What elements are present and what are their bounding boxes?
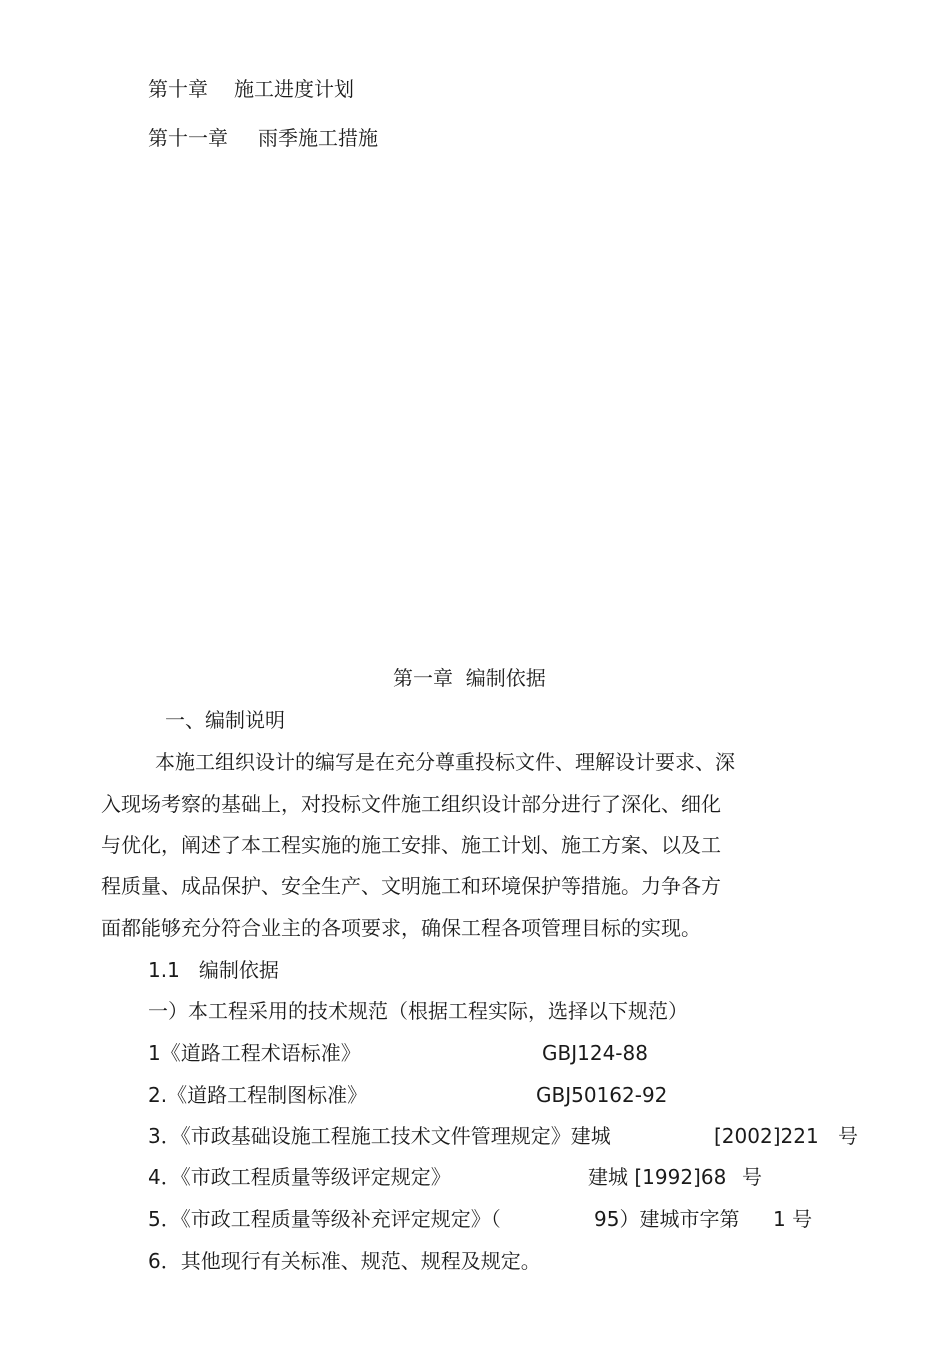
spec-code: [2002]221 bbox=[714, 1124, 819, 1148]
spec-code: 建城 [1992]68 bbox=[588, 1165, 727, 1189]
spec-name: 3．《市政基础设施工程施工技术文件管理规定》建城 bbox=[148, 1124, 611, 1148]
chapter-heading: 第一章 编制依据 bbox=[393, 666, 546, 690]
spec-name: 1《道路工程术语标准》 bbox=[148, 1041, 361, 1065]
paragraph-line-1: 本施工组织设计的编写是在充分尊重投标文件、理解设计要求、深 bbox=[155, 750, 735, 774]
spec-name: 4．《市政工程质量等级评定规定》 bbox=[148, 1165, 451, 1189]
spec-code: GBJ50162-92 bbox=[536, 1083, 668, 1107]
paragraph-line-4: 程质量、成品保护、安全生产、文明施工和环境保护等措施。力争各方 bbox=[101, 874, 721, 898]
spec-name: 2.《道路工程制图标准》 bbox=[148, 1083, 368, 1107]
spec-suffix: 号 bbox=[838, 1124, 858, 1148]
subsection-title: 1.1 编制依据 bbox=[148, 958, 279, 982]
section-title: 一、编制说明 bbox=[165, 708, 285, 732]
paragraph-line-5: 面都能够充分符合业主的各项要求，确保工程各项管理目标的实现。 bbox=[101, 916, 701, 940]
spec-code: GBJ124-88 bbox=[542, 1041, 648, 1065]
toc-chapter-11-title: 雨季施工措施 bbox=[258, 126, 378, 150]
tech-spec-title: 一）本工程采用的技术规范（根据工程实际，选择以下规范） bbox=[148, 999, 688, 1023]
paragraph-line-3: 与优化，阐述了本工程实施的施工安排、施工计划、施工方案、以及工 bbox=[101, 833, 721, 857]
toc-chapter-11-num: 第十一章 bbox=[148, 126, 228, 150]
toc-chapter-10-num: 第十章 bbox=[148, 77, 208, 101]
spec-name: 5．《市政工程质量等级补充评定规定》（ bbox=[148, 1207, 501, 1231]
paragraph-line-2: 入现场考察的基础上，对投标文件施工组织设计部分进行了深化、细化 bbox=[101, 792, 721, 816]
spec-item-6: 6．其他现行有关标准、规范、规程及规定。 bbox=[148, 1249, 541, 1273]
spec-suffix: 号 bbox=[742, 1165, 762, 1189]
toc-chapter-10-title: 施工进度计划 bbox=[234, 77, 354, 101]
spec-code: 95）建城市字第 bbox=[594, 1207, 740, 1231]
spec-suffix: 1 号 bbox=[773, 1207, 813, 1231]
